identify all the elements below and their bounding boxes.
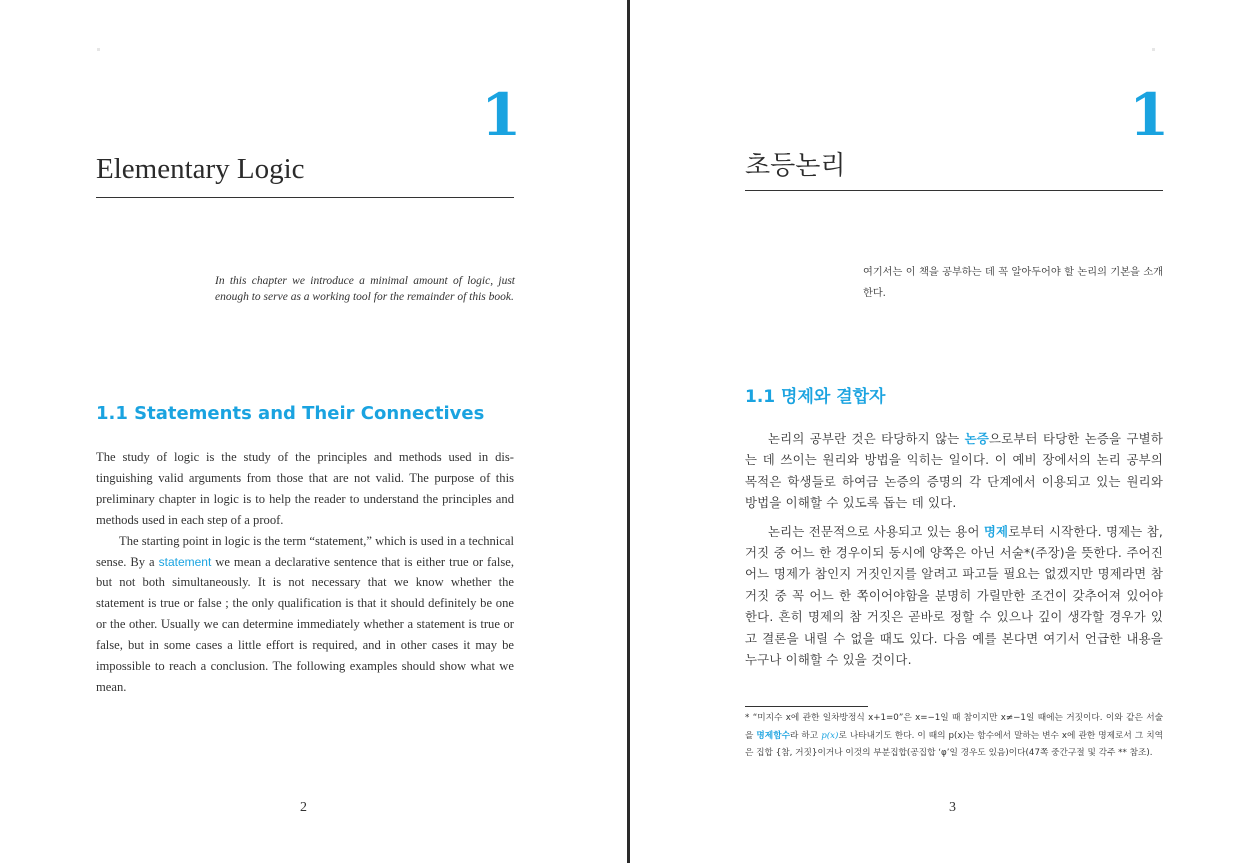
crop-mark [97,48,100,51]
footnote-rule [745,706,868,707]
chapter-number: 1 [1129,81,1170,149]
page-divider [627,0,630,863]
paragraph-1: The study of logic is the study of the principles and methods used in dis-tinguishing valid arguments from those that are not valid. The purpose of this preliminary chapter in logic is to help the reader to understand the principles and methods used in each step of a proof. [96,450,514,527]
footnote-end: 로 나타내기도 한다. 이 때의 p(x)는 함수에서 말하는 변수 x에 관한 명제로서 그 치역은 집합 {참, 거짓}이거나 이것의 부분집합(공집합 ‘φ’일 경우도 있음)이다(47쪽 중간구절 및 각주 ** 참조). [745,730,1164,758]
paragraph-2-start: The starting point in logic is the term “statement,” which is used in a technical sense. By a [96,533,514,569]
paragraph-2-start: 논리는 전문적으로 사용되고 있는 용어 [768,523,984,539]
footnote [745,710,1163,763]
paragraph-2 [745,521,1163,671]
chapter-number: 1 [481,81,522,149]
paragraph-1-end: 으로부터 타당한 논증을 구별하는 데 쓰이는 원리와 방법을 익히는 일이다. 이 예비 장에서의 논리 공부의 목적은 학생들로 하여금 논증의 증명의 각 단계에서 이용되고 있는 원리와 방법을 이해할 수 있도록 돕는 데 있다. [745,431,1163,511]
section-heading: 1.1 Statements and Their Connectives [96,403,485,424]
px-notation: p(x) [821,730,839,741]
section-heading: 1.1 명제와 결합자 [745,387,886,407]
footnote-start: * “미지수 x에 관한 일차방정식 x+1=0”은 x=−1일 때 참이지만 x≠−1일 때에는 거짓이다. 이와 같은 서술을 [745,713,1163,741]
body-text [96,447,514,698]
term-statement: statement [158,554,212,569]
intro-text: In this chapter we introduce a minimal amount of logic, just enough to serve as a working tool for the remainder of this book. [215,275,515,303]
footnote-middle: 라 하고 [789,730,822,741]
intro-text: 여기서는 이 책을 공부하는 데 꼭 알아두어야 할 논리의 기본을 소개한다. [863,267,1163,299]
paragraph-1-start: 논리의 공부란 것은 타당하지 않는 [768,431,965,446]
title-rule [745,190,1163,191]
chapter-intro [863,262,1163,304]
page-number: 2 [300,800,307,815]
body-text [745,428,1163,670]
right-page [631,0,1260,863]
paragraph-2 [96,531,514,698]
paragraph-1 [745,428,1163,514]
term-argument: 논증 [964,431,990,446]
page-number: 3 [949,800,956,815]
chapter-intro [215,274,515,305]
paragraph-2-end: we mean a declarative sentence that is either true or false, but not both simultaneously. It is not necessary that we know whether the statement is true or false ; the only qualification is that it should definitely be one or the other. Usually we can determine immediately whether a statement is true or false, but in some cases a little effort is required, and in other cases it may be impossible to reach a conclusion. The following examples should show what we mean. [96,554,514,694]
chapter-title: 초등논리 [745,151,846,181]
title-rule [96,197,514,198]
term-statement: 명제 [983,523,1009,539]
crop-mark [1152,48,1155,51]
chapter-title: Elementary Logic [96,153,305,185]
paragraph-2-end: 로부터 시작한다. 명제는 참, 거짓 중 어느 한 경우이되 동시에 양쪽은 아닌 서술*(주장)을 뜻한다. 주어진 어느 명제가 참인지 거짓인지를 알려고 파고들 필요는 없겠지만 명제라면 참 거짓 중 꼭 어느 한 쪽이어야함을 분명히 가릴만한 조건이 갖추어져 있어야 한다. 흔히 명제의 참 거짓은 곧바로 정할 수 있으나 깊이 생각할 경우가 있고 결론을 내릴 수 없을 때도 있다. 다음 예를 본다면 여기서 언급한 내용을 누구나 이해할 수 있을 것이다. [745,523,1164,668]
term-propositional-function: 명제함수 [756,730,790,741]
left-page [0,0,628,863]
